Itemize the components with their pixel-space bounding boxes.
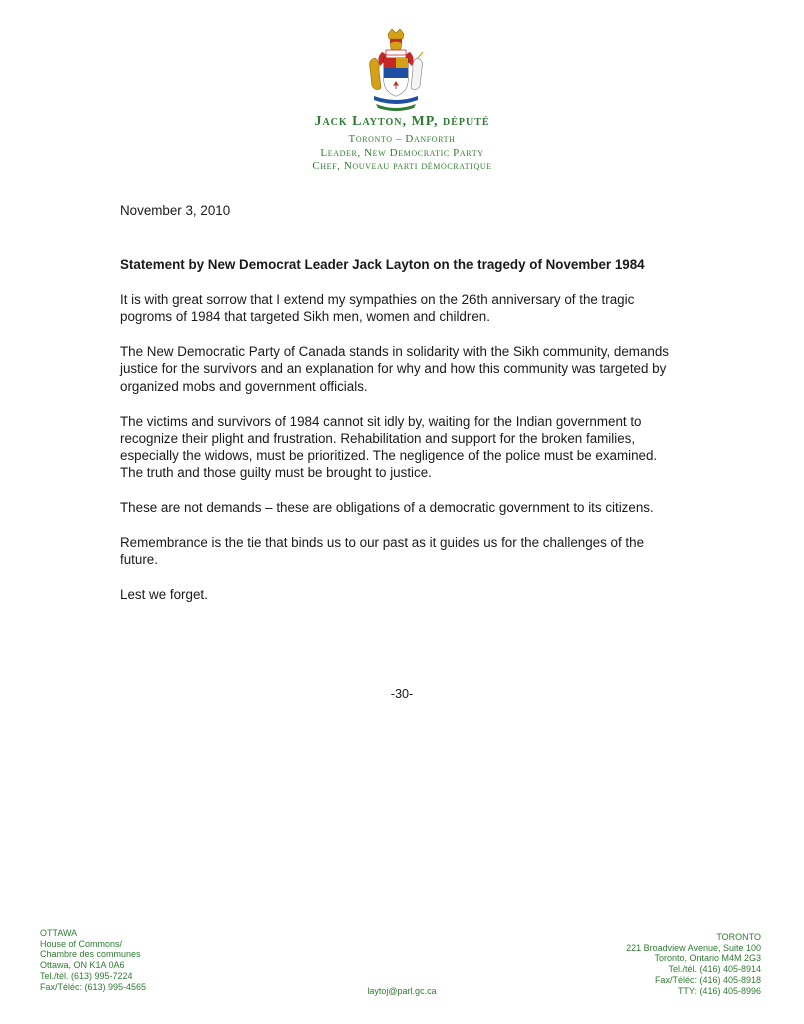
toronto-address	[626, 932, 761, 996]
statement-headline: Statement by New Democrat Leader Jack Layton on the tragedy of November 1984	[120, 257, 645, 273]
riding-name: Toronto – Danforth	[348, 133, 456, 145]
office-heading: TORONTO	[716, 932, 761, 942]
end-mark: -30-	[390, 687, 414, 701]
address-line: Ottawa, ON K1A 0A6	[40, 960, 125, 971]
ottawa-address	[40, 928, 146, 992]
letterhead	[0, 114, 804, 174]
paragraph: Remembrance is the tie that binds us to our past as it guides us for the challenges of the future.	[120, 535, 645, 568]
mp-name: Jack Layton, MP, député	[314, 114, 490, 129]
letter-date: November 3, 2010	[120, 203, 231, 218]
role-french: Chef, Nouveau parti démocratique	[312, 160, 492, 172]
closing-line: Lest we forget.	[120, 587, 208, 603]
paragraph: The victims and survivors of 1984 cannot sit idly by, waiting for the Indian government to recognize their plight and frustration. Rehabilitation and support for the broken families, especially the widows, must be prioritized. The negligence of the police must be examined. The truth and those guilty must be brought to justice.	[120, 413, 658, 481]
paragraph: These are not demands – these are obligations of a democratic government to its citizens.	[120, 500, 654, 516]
address-line: House of Commons/	[40, 938, 123, 949]
role-english: Leader, New Democratic Party	[320, 146, 484, 159]
fax-line: Fax/Téléc: (416) 405-8918	[654, 974, 761, 985]
paragraph: It is with great sorrow that I extend my sympathies on the 26th anniversary of the tragic pogroms of 1984 that targeted Sikh men, women and children.	[120, 292, 635, 325]
fax-line: Fax/Téléc: (613) 995-4565	[40, 981, 147, 992]
phone-line: Tel./tél. (613) 995-7224	[40, 970, 133, 981]
address-line: Chambre des communes	[40, 949, 141, 960]
tty-line: TTY: (416) 405-8996	[677, 985, 761, 996]
letter-body	[120, 202, 680, 621]
office-heading: OTTAWA	[40, 928, 78, 938]
coat-of-arms-crest	[366, 28, 426, 112]
paragraph: The New Democratic Party of Canada stands in solidarity with the Sikh community, demands justice for the survivors and an explanation for why and how this community was targeted by organized mobs and government officials.	[120, 344, 670, 394]
address-line: Toronto, Ontario M4M 2G3	[654, 953, 761, 964]
address-line: 221 Broadview Avenue, Suite 100	[626, 942, 761, 953]
email-address: laytoj@parl.gc.ca	[367, 986, 437, 996]
phone-line: Tel./tél. (416) 405-8914	[668, 964, 761, 975]
